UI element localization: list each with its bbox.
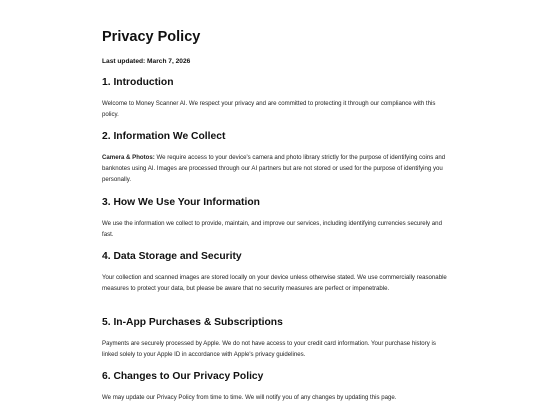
section-lead-label: Camera & Photos: — [102, 154, 155, 161]
section-information-we-collect — [102, 131, 447, 186]
last-updated-date: Last updated: March 7, 2026 — [102, 58, 191, 65]
section-data-storage — [102, 251, 447, 294]
page-title: Privacy Policy — [102, 29, 201, 45]
section-body: We use the information we collect to provide, maintain, and improve our services, including identifying currencies securely and fast. — [102, 220, 442, 239]
section-heading: 5. In-App Purchases & Subscriptions — [102, 317, 283, 328]
section-introduction — [102, 77, 447, 120]
section-body: We may update our Privacy Policy from time to time. We will notify you of any changes by updating this page. — [102, 394, 397, 401]
section-heading: 3. How We Use Your Information — [102, 197, 260, 208]
section-body-text: We require access to your device's camera and photo library strictly for the purpose of identifying coins and banknotes using AI. Images are processed through our AI partners but are not stored or used for the purpose of identifying you personally. — [102, 154, 446, 184]
section-heading: 1. Introduction — [102, 77, 174, 88]
section-body — [102, 152, 447, 186]
section-body: Welcome to Money Scanner AI. We respect your privacy and are committed to protecting it through our compliance with this policy. — [102, 100, 436, 119]
section-heading: 6. Changes to Our Privacy Policy — [102, 371, 264, 382]
section-body: Payments are securely processed by Apple. We do not have access to your credit card information. Your purchase history is linked solely to your Apple ID in accordance with Apple's privacy guidelines. — [102, 340, 436, 359]
section-in-app-purchases — [102, 317, 447, 360]
section-heading: 2. Information We Collect — [102, 131, 226, 142]
section-how-we-use — [102, 197, 447, 240]
section-heading: 4. Data Storage and Security — [102, 251, 242, 262]
section-body: Your collection and scanned images are stored locally on your device unless otherwise stated. We use commercially reasonable measures to protect your data, but please be aware that no security measures are perfect or impenetrable. — [102, 274, 447, 293]
section-changes — [102, 371, 447, 403]
